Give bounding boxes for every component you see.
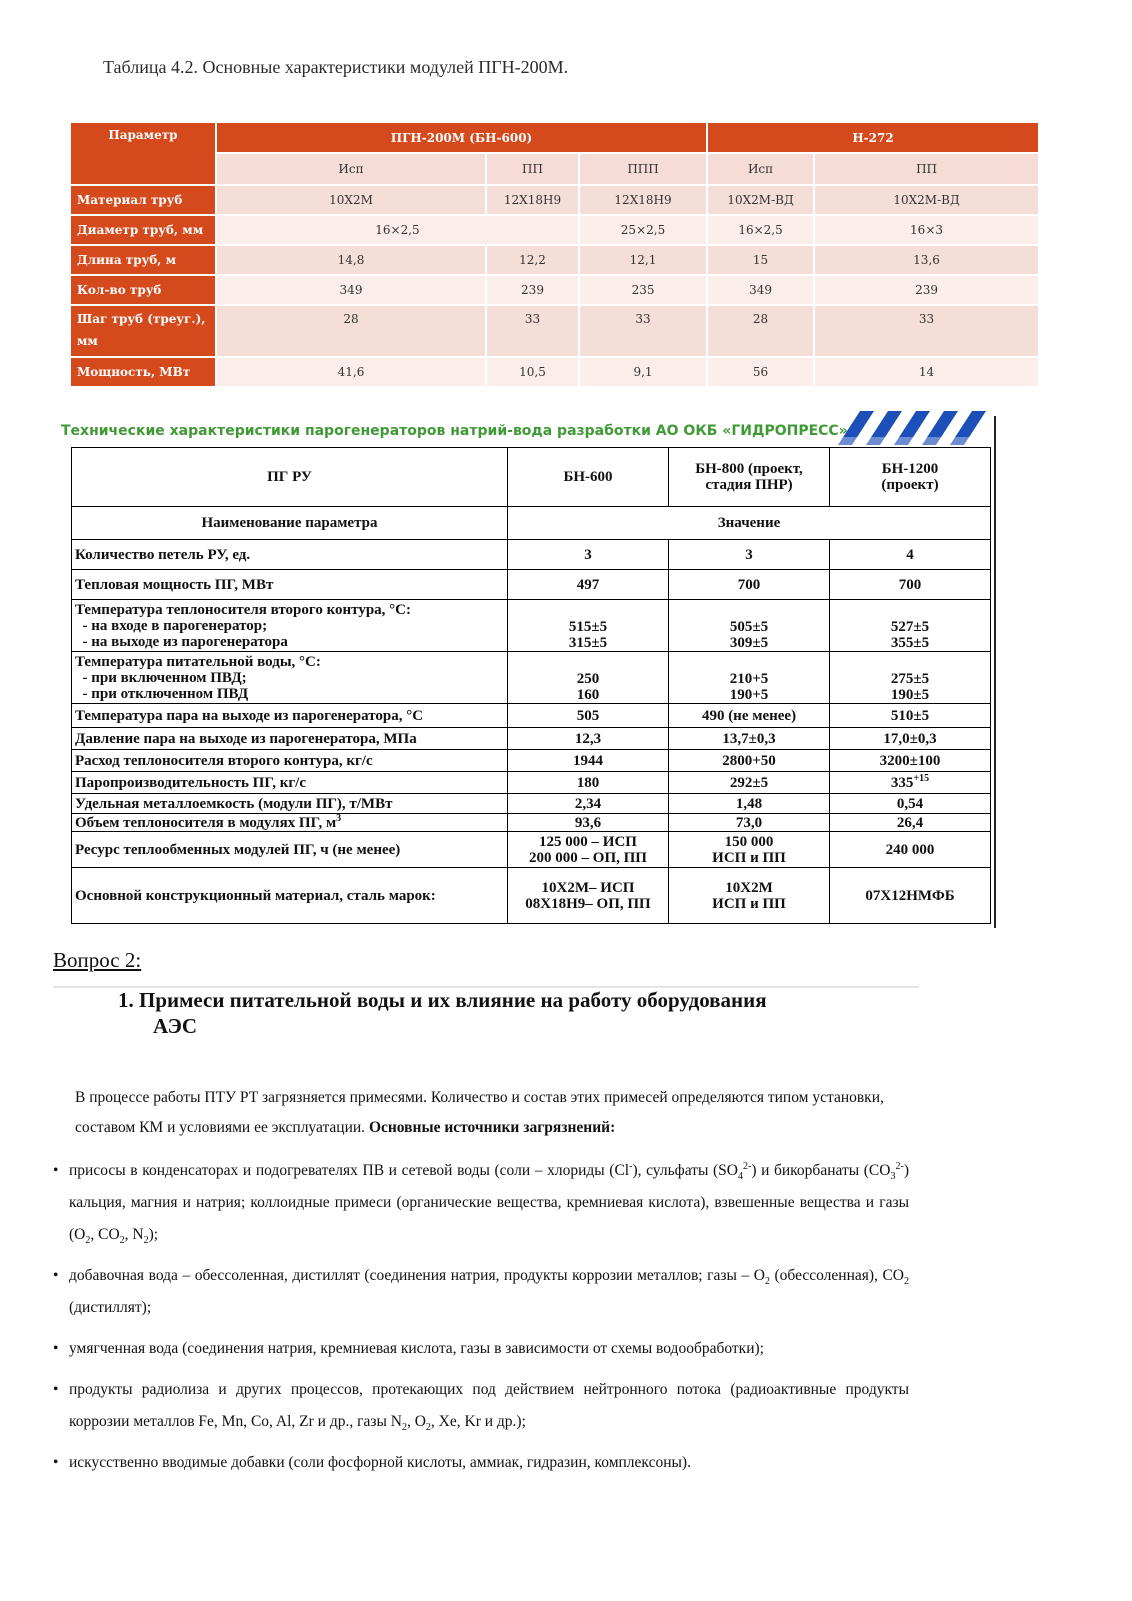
table-cell: 12,3: [508, 728, 669, 750]
table-cell: 9,1: [580, 358, 708, 388]
param-cell: Температура теплоносителя второго контура, °С: - на входе в парогенератор; - на выходе из парогенератора: [72, 600, 508, 652]
table-cell: 33: [487, 306, 580, 358]
table-cell: 235: [580, 276, 708, 306]
table-cell: 0,54: [830, 794, 991, 814]
header-param: Параметр: [71, 123, 217, 186]
table-cell: 700: [830, 570, 991, 600]
table-cell: 16×3: [815, 216, 1040, 246]
table-row: [72, 750, 991, 772]
table-cell: 250 160: [508, 652, 669, 704]
table-cell: 2,34: [508, 794, 669, 814]
list-item: • добавочная вода – обессоленная, дистиллят (соединения натрия, продукты коррозии металлов; газы – $O_2$ (обессоленная), $CO_2$ (дистиллят);: [53, 1260, 909, 1324]
table-row: [72, 794, 991, 814]
table-cell: 14: [815, 358, 1040, 388]
table-cell: $335^{+15}$: [830, 772, 991, 794]
table2-name-row: [72, 507, 991, 540]
table-cell: 93,6: [508, 814, 669, 832]
bullet-icon: •: [53, 1381, 59, 1398]
section-title-gidropress: Технические характеристики парогенераторов натрий-вода разработки АО ОКБ «ГИДРОПРЕСС»: [61, 423, 848, 439]
table-cell: 16×2,5: [217, 216, 580, 246]
param-cell: Ресурс теплообменных модулей ПГ, ч (не менее): [72, 832, 508, 868]
table-row: [72, 728, 991, 750]
table-cell: 28: [708, 306, 815, 358]
table-cell: 239: [487, 276, 580, 306]
row-label: Кол-во труб: [71, 276, 217, 306]
table-cell: 26,4: [830, 814, 991, 832]
list-item: • умягченная вода (соединения натрия, кремниевая кислота, газы в зависимости от схемы водообработки);: [53, 1333, 909, 1365]
table2-header-row: [72, 448, 991, 507]
header-bn800: БН-800 (проект, стадия ПНР): [669, 448, 830, 507]
table-cell: 150 000 ИСП и ПП: [669, 832, 830, 868]
table-pgn-200m: [71, 123, 1040, 388]
row-label: Шаг труб (треуг.), мм: [71, 306, 217, 358]
param-cell: Количество петель РУ, ед.: [72, 540, 508, 570]
table-cell: 700: [669, 570, 830, 600]
table-row: [71, 358, 1040, 388]
table-cell: 497: [508, 570, 669, 600]
table-row: [72, 868, 991, 924]
table-cell: 10Х2М– ИСП 08Х18Н9– ОП, ПП: [508, 868, 669, 924]
bullet-icon: •: [53, 1340, 59, 1357]
table-cell: 125 000 – ИСП 200 000 – ОП, ПП: [508, 832, 669, 868]
param-cell: Давление пара на выходе из парогенератора, МПа: [72, 728, 508, 750]
table-cell: 3: [508, 540, 669, 570]
table-cell: 12,2: [487, 246, 580, 276]
table-cell: 10Х2М-ВД: [815, 186, 1040, 216]
table-row: [72, 570, 991, 600]
param-cell: Основной конструкционный материал, сталь марок:: [72, 868, 508, 924]
row-label: Диаметр труб, мм: [71, 216, 217, 246]
table-row: [72, 600, 991, 652]
table-cell: 3: [669, 540, 830, 570]
param-cell: Паропроизводительность ПГ, кг/с: [72, 772, 508, 794]
table-cell: 28: [217, 306, 487, 358]
table-cell: 2800+50: [669, 750, 830, 772]
param-cell: Объем теплоносителя в модулях ПГ, $м^3$: [72, 814, 508, 832]
subheader-cell: ППП: [580, 154, 708, 186]
table-cell: 10Х2М ИСП и ПП: [669, 868, 830, 924]
table-cell: 13,6: [815, 246, 1040, 276]
sources-list: [53, 1155, 909, 1488]
table-cell: 349: [708, 276, 815, 306]
table-cell: 180: [508, 772, 669, 794]
table-cell: 14,8: [217, 246, 487, 276]
subheader-cell: ПП: [487, 154, 580, 186]
header-pg-ru: ПГ РУ: [72, 448, 508, 507]
table-cell: 510±5: [830, 704, 991, 728]
table-row: [71, 246, 1040, 276]
row-label: Мощность, МВт: [71, 358, 217, 388]
list-item: • продукты радиолиза и других процессов, протекающих под действием нейтронного потока (радиоактивные продукты коррозии металлов Fe, Mn, Co, Al, Zr и др., газы $N_2$, $O_2$, Xe, Kr и др.);: [53, 1374, 909, 1438]
param-cell: Удельная металлоемкость (модули ПГ), т/МВт: [72, 794, 508, 814]
table-cell: 10Х2М: [217, 186, 487, 216]
table-cell: 73,0: [669, 814, 830, 832]
table-row: [72, 652, 991, 704]
table-steam-generators: [71, 447, 991, 924]
param-cell: Температура пара на выходе из парогенератора, °С: [72, 704, 508, 728]
table1-subheader-row: [71, 154, 1040, 186]
table-cell: 12Х18Н9: [580, 186, 708, 216]
table-cell: 505±5 309±5: [669, 600, 830, 652]
bullet-icon: •: [53, 1454, 59, 1471]
table2-right-border: [994, 416, 996, 928]
table-row: [72, 832, 991, 868]
table-cell: 10Х2М-ВД: [708, 186, 815, 216]
table-cell: 17,0±0,3: [830, 728, 991, 750]
gidropress-logo-icon: [818, 411, 994, 445]
table-cell: 12Х18Н9: [487, 186, 580, 216]
table-row: [72, 772, 991, 794]
table-cell: 1,48: [669, 794, 830, 814]
table-cell: 210+5 190+5: [669, 652, 830, 704]
table-cell: 1944: [508, 750, 669, 772]
table-cell: 490 (не менее): [669, 704, 830, 728]
table-cell: 349: [217, 276, 487, 306]
table-cell: 240 000: [830, 832, 991, 868]
table-row: [72, 704, 991, 728]
bullet-icon: •: [53, 1267, 59, 1284]
header-bn1200: БН-1200 (проект): [830, 448, 991, 507]
table-cell: 33: [580, 306, 708, 358]
param-cell: Температура питательной воды, °С: - при включенном ПВД; - при отключенном ПВД: [72, 652, 508, 704]
table-cell: 10,5: [487, 358, 580, 388]
sources-label: Основные источники загрязнений:: [368, 1119, 616, 1136]
table-cell: 515±5 315±5: [508, 600, 669, 652]
param-cell: Расход теплоносителя второго контура, кг/с: [72, 750, 508, 772]
table-cell: 505: [508, 704, 669, 728]
table1-caption: Таблица 4.2. Основные характеристики модулей ПГН-200М.: [103, 57, 569, 77]
header-bn600: БН-600: [508, 448, 669, 507]
param-cell: Тепловая мощность ПГ, МВт: [72, 570, 508, 600]
table-cell: 3200±100: [830, 750, 991, 772]
table-row: [71, 186, 1040, 216]
header-value: Значение: [508, 507, 991, 540]
bullet-icon: •: [53, 1162, 59, 1179]
header-group-bn600: ПГН-200М (БН-600): [217, 123, 708, 154]
subheader-cell: Исп: [708, 154, 815, 186]
table-row: [71, 216, 1040, 246]
table-cell: 56: [708, 358, 815, 388]
table-cell: 12,1: [580, 246, 708, 276]
table-cell: 25×2,5: [580, 216, 708, 246]
row-label: Материал труб: [71, 186, 217, 216]
table-cell: 41,6: [217, 358, 487, 388]
table1-header-row: [71, 123, 1040, 154]
table-cell: 15: [708, 246, 815, 276]
table-cell: 07Х12НМФБ: [830, 868, 991, 924]
table-cell: 13,7±0,3: [669, 728, 830, 750]
subheader-cell: Исп: [217, 154, 487, 186]
table-row: [72, 814, 991, 832]
table-cell: 275±5 190±5: [830, 652, 991, 704]
row-label: Длина труб, м: [71, 246, 217, 276]
table-cell: 527±5 355±5: [830, 600, 991, 652]
subheader-cell: ПП: [815, 154, 1040, 186]
header-param-name: Наименование параметра: [72, 507, 508, 540]
table-cell: 33: [815, 306, 1040, 358]
table-row: [71, 276, 1040, 306]
intro-paragraph: В процессе работы ПТУ РТ загрязняется примесями. Количество и состав этих примесей определяются типом установки, составом КМ и условиями ее эксплуатации. Основные источники загрязнений:: [75, 1089, 884, 1136]
table-cell: 4: [830, 540, 991, 570]
table-cell: 292±5: [669, 772, 830, 794]
section-heading: 1. Примеси питательной воды и их влияние на работу оборудования АЭС: [118, 988, 767, 1038]
list-item: • присосы в конденсаторах и подогревателях ПВ и сетевой воды (соли – хлориды (Cl-), сульфаты $(SO_4^{2-})$ и бикорбанаты $(CO_3^{2-})$ кальция, магния и натрия; коллоидные примеси (органические вещества, кремниевая кислота), взвешенные вещества и газы ($O_2$, $CO_2$, $N_2$);: [53, 1155, 909, 1251]
table-row: [72, 540, 991, 570]
list-item: • искусственно вводимые добавки (соли фосфорной кислоты, аммиак, гидразин, комплексоны).: [53, 1447, 909, 1479]
question-label: Вопрос 2:: [53, 948, 142, 972]
table-row: [71, 306, 1040, 358]
header-group-n272: Н-272: [708, 123, 1040, 154]
table-cell: 239: [815, 276, 1040, 306]
table-cell: 16×2,5: [708, 216, 815, 246]
